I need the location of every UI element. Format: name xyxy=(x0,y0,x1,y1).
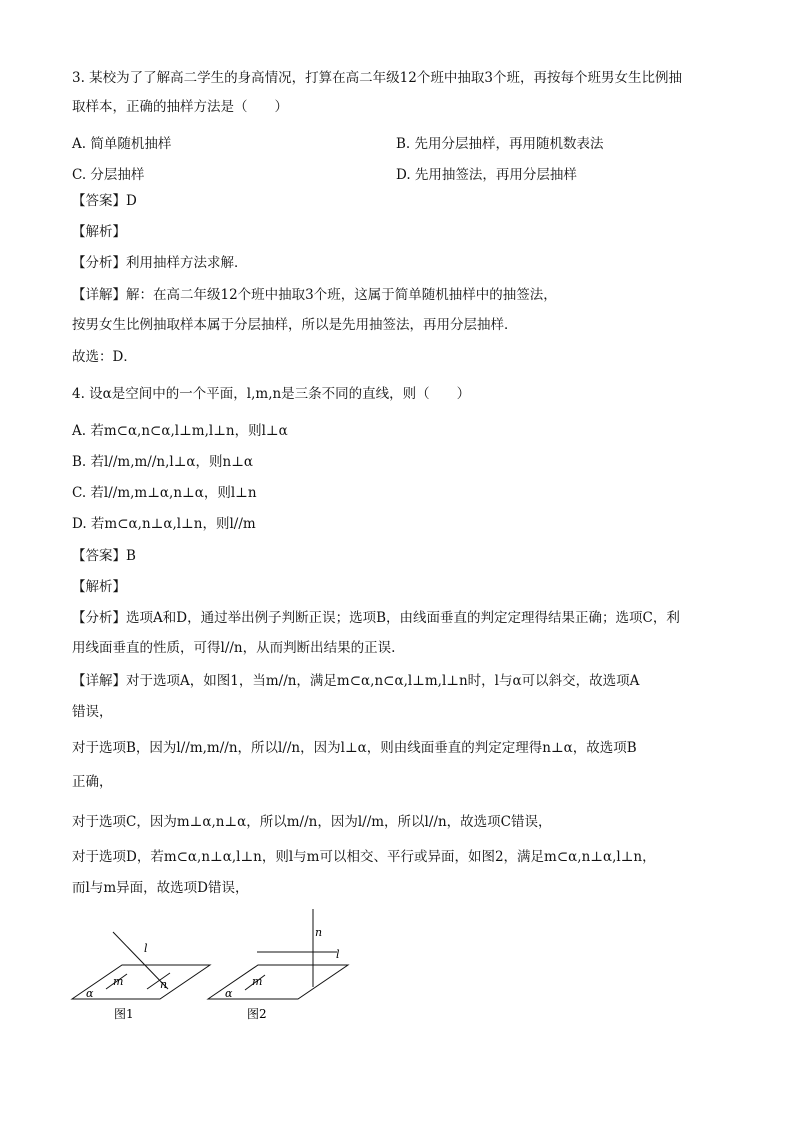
q3-stem-line2: 取样本，正确的抽样方法是（ ） xyxy=(72,99,288,115)
q3-detail-line1: 【详解】解：在高二年级12个班中抽取3个班，这属于简单随机抽样中的抽签法， xyxy=(72,287,557,303)
q3-answer: 【答案】D xyxy=(72,193,137,209)
q3-detail-line2: 按男女生比例抽取样本属于分层抽样，所以是先用抽签法，再用分层抽样． xyxy=(72,317,518,333)
q4-detail-line4: 正确， xyxy=(72,774,113,790)
q4-detail-line1: 【详解】对于选项A，如图1，当m//n，满足m⊂α,n⊂α,l⊥m,l⊥n时，l与α可以斜交，故选项A xyxy=(72,673,640,689)
q4-detail-line5: 对于选项C，因为m⊥α,n⊥α，所以m//n，因为l//m，所以l//n，故选项C错误， xyxy=(72,814,552,830)
q3-option-b: B. 先用分层抽样，再用随机数表法 xyxy=(396,136,604,152)
fig1-label-alpha: α xyxy=(86,987,94,1000)
q4-detail-line6: 对于选项D，若m⊂α,n⊥α,l⊥n，则l与m可以相交、平行或异面，如图2，满足m⊂α,n⊥α,l⊥n， xyxy=(72,849,656,865)
fig2-label-m: m xyxy=(252,975,263,988)
q4-analysis-line1: 【分析】选项A和D，通过举出例子判断正误；选项B，由线面垂直的判定定理得结果正确；选项C，利 xyxy=(72,610,680,626)
fig1-label-l: l xyxy=(144,942,148,955)
q3-stem-line1: 3. 某校为了了解高二学生的身高情况，打算在高二年级12个班中抽取3个班，再按每个班男女生比例抽 xyxy=(72,70,682,86)
fig2-label-alpha: α xyxy=(225,987,233,1000)
q4-stem: 4. 设α是空间中的一个平面，l,m,n是三条不同的直线，则（ ） xyxy=(72,386,471,402)
fig1-caption: 图1 xyxy=(114,1007,134,1021)
fig1-label-n: n xyxy=(160,978,168,991)
q3-option-d: D. 先用抽签法，再用分层抽样 xyxy=(396,167,577,183)
q4-option-d: D. 若m⊂α,n⊥α,l⊥n，则l//m xyxy=(72,516,256,532)
q4-analysis-line2: 用线面垂直的性质，可得l//n，从而判断出结果的正误. xyxy=(72,640,396,656)
q4-detail-line3: 对于选项B，因为l//m,m//n，所以l//n，因为l⊥α，则由线面垂直的判定定理得n⊥α，故选项B xyxy=(72,740,637,756)
fig2-caption: 图2 xyxy=(247,1007,267,1021)
q3-option-c: C. 分层抽样 xyxy=(72,167,145,183)
fig2-label-l: l xyxy=(336,948,340,961)
q3-jiexi-heading: 【解析】 xyxy=(72,224,126,240)
q3-option-a: A. 简单随机抽样 xyxy=(72,136,172,152)
figure-2-diagram xyxy=(205,905,355,1025)
q4-option-b: B. 若l//m,m//n,l⊥α，则n⊥α xyxy=(72,454,254,470)
q4-detail-line2: 错误， xyxy=(72,704,113,720)
q4-answer: 【答案】B xyxy=(72,548,136,564)
fig2-label-n: n xyxy=(315,926,323,939)
fig1-label-m: m xyxy=(113,975,124,988)
q4-jiexi-heading: 【解析】 xyxy=(72,579,126,595)
figure-1-diagram xyxy=(70,925,215,1025)
q3-analysis: 【分析】利用抽样方法求解． xyxy=(72,255,248,271)
q4-detail-line7: 而l与m异面，故选项D错误， xyxy=(72,880,249,896)
q4-option-c: C. 若l//m,m⊥α,n⊥α，则l⊥n xyxy=(72,485,257,501)
q4-option-a: A. 若m⊂α,n⊂α,l⊥m,l⊥n，则l⊥α xyxy=(72,423,288,439)
q3-choose: 故选：D． xyxy=(72,349,137,365)
